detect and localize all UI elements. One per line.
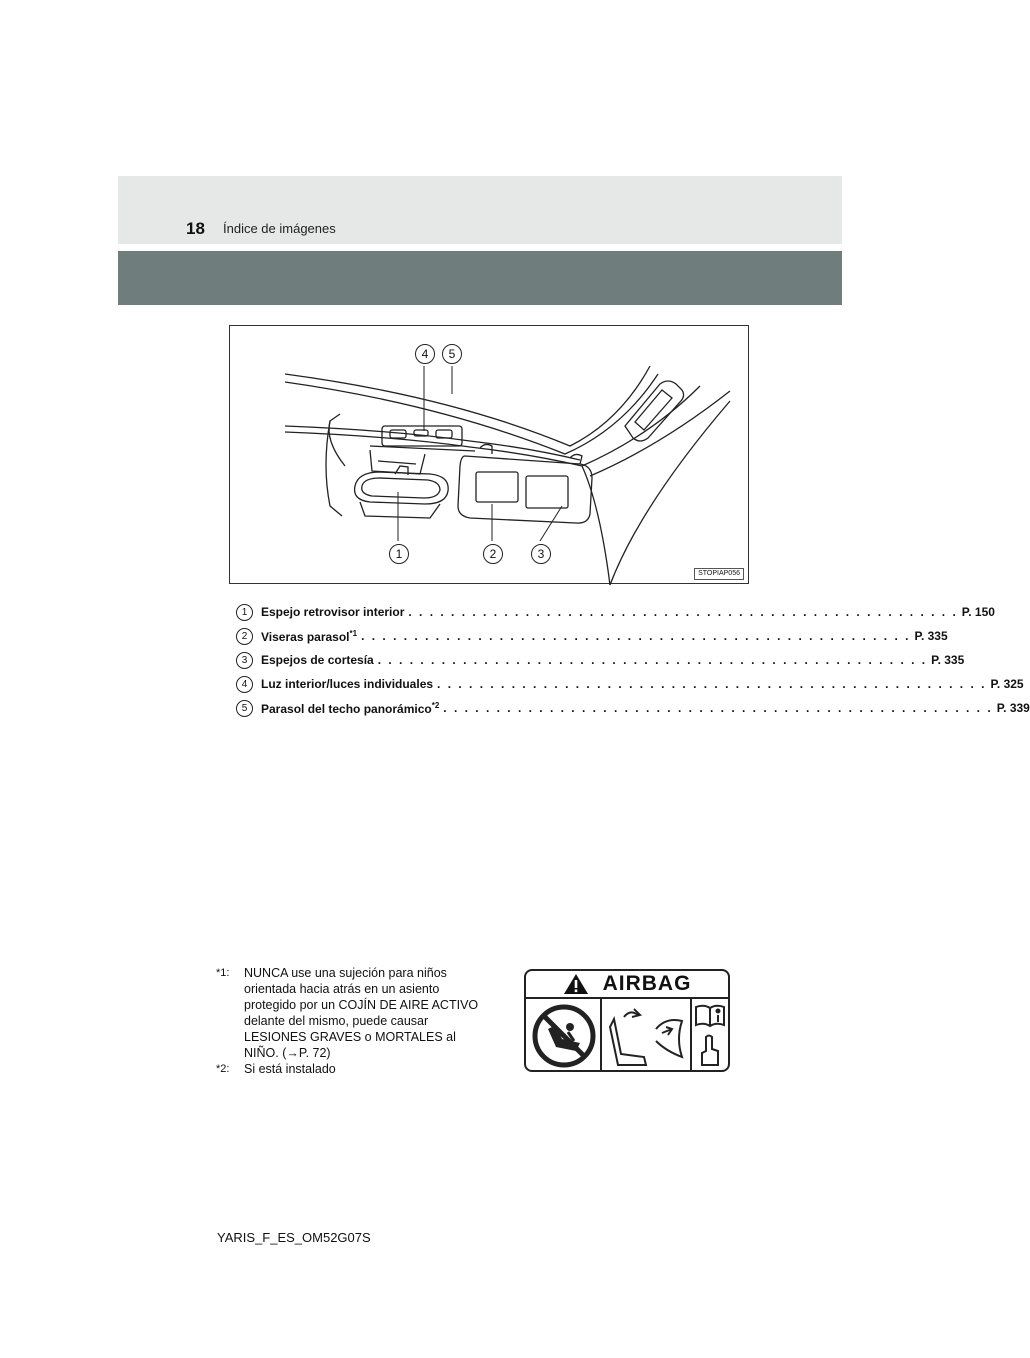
airbag-title: AIRBAG (602, 972, 692, 995)
leader-dots: . . . . . . . . . . . . . . . . . . . . . . . . . . . . . . . . . . . . . . . . . . . . . . . . . . . . (361, 629, 911, 643)
seat-airbag-icon (610, 1009, 682, 1065)
document-id: YARIS_F_ES_OM52G07S (217, 1230, 371, 1245)
leader-dots: . . . . . . . . . . . . . . . . . . . . . . . . . . . . . . . . . . . . . . . . . . . . . . . . . . . . (443, 701, 993, 715)
footnote-ref: *2 (431, 700, 440, 710)
footnote-text: Si está instalado (244, 1062, 336, 1076)
footnote-1 (216, 965, 516, 1061)
index-number: 5 (236, 700, 253, 717)
index-list (236, 600, 1030, 720)
index-number: 2 (236, 628, 253, 645)
index-label: Parasol del techo panorámico$^{*2}$ (261, 700, 440, 716)
footnotes (216, 965, 516, 1077)
index-row[interactable] (236, 696, 1030, 720)
callout-1: 1 (389, 544, 409, 564)
footnote-mark: *1: (216, 967, 230, 979)
airbag-pictograms (526, 999, 728, 1072)
footnote-text: NUNCA use una sujeción para niños orientada hacia atrás en un asiento protegido por un COJÍN DE AIRE ACTIVO delante del mismo, puede causar LESIONES GRAVES o MORTALES al NIÑO. (→P. 72) (244, 966, 479, 1060)
footnote-mark: *2: (216, 1063, 230, 1075)
index-page-ref[interactable]: P. 335 (931, 653, 965, 667)
warning-triangle-icon (563, 973, 589, 995)
leader-dots: . . . . . . . . . . . . . . . . . . . . . . . . . . . . . . . . . . . . . . . . . . . . . . . . . . . . (437, 677, 987, 691)
leader-dots: . . . . . . . . . . . . . . . . . . . . . . . . . . . . . . . . . . . . . . . . . . . . . . . . . . . . (377, 653, 928, 667)
no-rear-facing-seat-icon (535, 1007, 593, 1065)
index-page-ref[interactable]: P. 325 (990, 677, 1024, 691)
index-row[interactable] (236, 648, 965, 672)
callout-2: 2 (483, 544, 503, 564)
index-label: Espejos de cortesía (261, 653, 374, 667)
callout-3: 3 (531, 544, 551, 564)
leader-dots: . . . . . . . . . . . . . . . . . . . . . . . . . . . . . . . . . . . . . . . . . . . . . . . . . . . . (408, 605, 958, 619)
callout-5: 5 (442, 344, 462, 364)
index-label: Espejo retrovisor interior (261, 605, 405, 619)
airbag-label-body (526, 999, 728, 1072)
airbag-warning-label (524, 969, 730, 1072)
page-number: 18 (186, 219, 205, 238)
index-row[interactable] (236, 624, 948, 648)
title-bar (118, 251, 842, 305)
index-row[interactable] (236, 600, 995, 624)
figure-code: STOPIAP056 (694, 568, 744, 580)
index-number: 3 (236, 652, 253, 669)
index-number: 4 (236, 676, 253, 693)
airbag-label-header (526, 971, 728, 999)
index-label: Viseras parasol$^{*1}$ (261, 628, 358, 644)
index-page-ref[interactable]: P. 150 (961, 605, 995, 619)
index-number: 1 (236, 604, 253, 621)
footnote-2 (216, 1061, 516, 1077)
footnote-ref: *1 (349, 628, 358, 638)
index-page-ref[interactable]: P. 335 (914, 629, 948, 643)
index-label: Luz interior/luces individuales (261, 677, 434, 691)
section-title: Índice de imágenes (223, 221, 336, 236)
interior-roof-illustration (229, 325, 749, 584)
read-manual-icon (696, 1006, 724, 1065)
callout-4: 4 (415, 344, 435, 364)
index-row[interactable] (236, 672, 1024, 696)
index-page-ref[interactable]: P. 339 (996, 701, 1030, 715)
